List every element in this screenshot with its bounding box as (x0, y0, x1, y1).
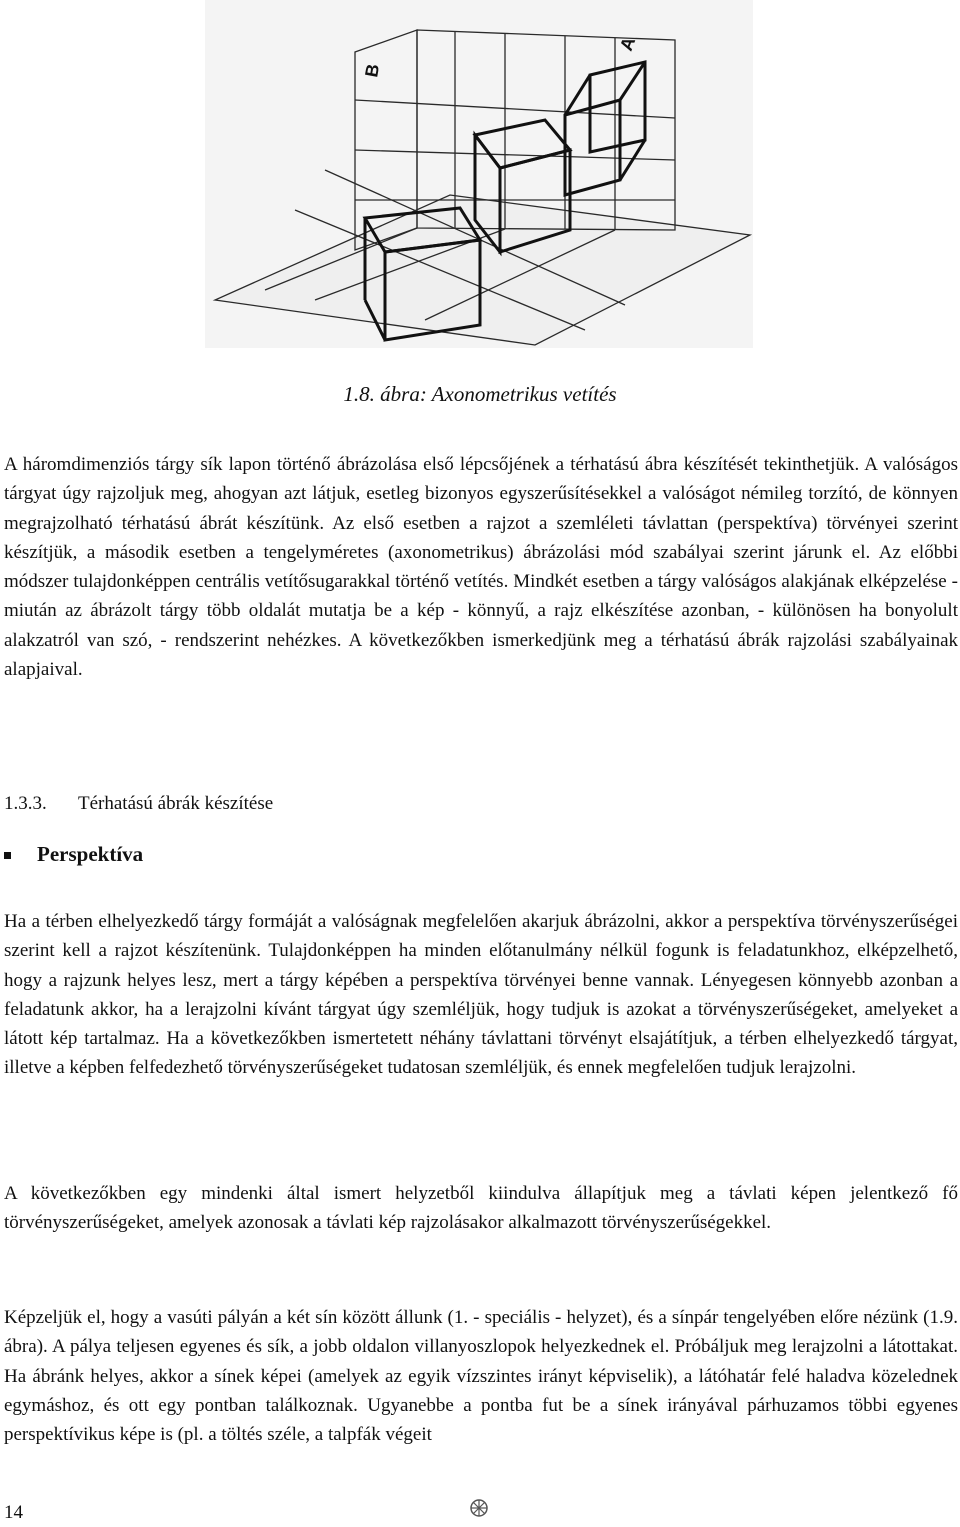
axonometric-drawing (205, 0, 753, 348)
paragraph-perspective: Ha a térben elhelyezkedő tárgy formáját a valóságnak megfelelően akarjuk ábrázolni, akkor a perspektíva törvényszerűségei szerint kell a rajzot készítenünk. Tulajdonképpen ha minden előtanulmány nélkül fogunk is feladatunkhoz, elképzelhető, hogy a rajzunk helyes lesz, mert a tárgy képében a perspektíva törvényei benne vannak. Lényegesen könnyebb azonban a feladatunk akkor, ha a lerajzolni kívánt tárgyat úgy szemléljük, hogy tudjuk is azokat a törvényszerűségeket, amelyeket a látott kép tartalmaz. Ha a következőkben ismertetett néhány távlattani törvényt elsajátítjuk, a térben elhelyezkedő tárgyat, illetve a képben felfedezhető törvényszerűségeket tudatosan szemléljük, és ennek megfelelően tudjuk lerajzolni. (4, 911, 958, 1079)
section-number: 1.3.3. (4, 793, 47, 814)
bullet-heading (4, 842, 143, 867)
plane-label-b: B (361, 62, 384, 79)
section-heading (4, 793, 273, 815)
paragraph-intro: A háromdimenziós tárgy sík lapon történő ábrázolása első lépcsőjének a térhatású ábra készítését tekinthetjük. A valóságos tárgyat úgy rajzoljuk meg, ahogyan azt látjuk, esetleg bizonyos egyszerűsítésekkel a valóságot némileg torzító, de könnyen megrajzolható térhatású ábrát készítünk. Az első esetben a rajzot a szemléleti távlattan (perspektíva) törvényei szerint készítjük, a második esetben a tengelyméretes (axonometrikus) ábrázolási mód szabályai szerint járunk el. Az előbbi módszer tulajdonképpen centrális vetítősugarakkal történő vetítés. Mindkét esetben a tárgy valóságos alakjának elképzelése - miután az ábrázolt tárgy több oldalát mutatja be a kép - könnyű, a rajz elkészítése azonban, - különösen ha bonyolult alakzatról van szó, - rendszerint nehézkes. A következőkben ismerkedjünk meg a térhatású ábrák rajzolási szabályainak alapjaival. (4, 454, 958, 681)
figure-caption: 1.8. ábra: Axonometrikus vetítés (343, 382, 617, 406)
paragraph-railway: Képzeljük el, hogy a vasúti pályán a két sín között állunk (1. - speciális - helyzet), és a sínpár tengelyében előre nézünk (1.9. ábra). A pálya teljesen egyenes és sík, a jobb oldalon villanyoszlopok helyezkednek el. Próbáljuk meg lerajzolni a látottakat. Ha ábránk helyes, akkor a sínek képei (amelyek az egyik vízszintes irányt képviselik), a látóhatár felé haladva közelednek egymáshoz, és ott egy pontban találkoznak. Ugyanebbe a pontba fut be a sínek irányával párhuzamos többi egyenes perspektívikus képe is (pl. a töltés széle, a talpfák végeit (4, 1307, 958, 1446)
square-bullet-icon (4, 852, 11, 859)
section-title: Térhatású ábrák készítése (78, 793, 274, 814)
ornament-icon (468, 1497, 490, 1519)
figure-axonometric (205, 0, 753, 348)
paragraph-following: A következőkben egy mindenki által ismert helyzetből kiindulva állapítjuk meg a távlati képen jelentkező fő törvényszerűségeket, amelyek azonosak a távlati kép rajzolásakor alkalmazott törvényszerűségekkel. (4, 1183, 958, 1234)
plane-label-a: A (615, 34, 640, 54)
bullet-label: Perspektíva (37, 842, 144, 866)
page-number: 14 (4, 1502, 23, 1523)
